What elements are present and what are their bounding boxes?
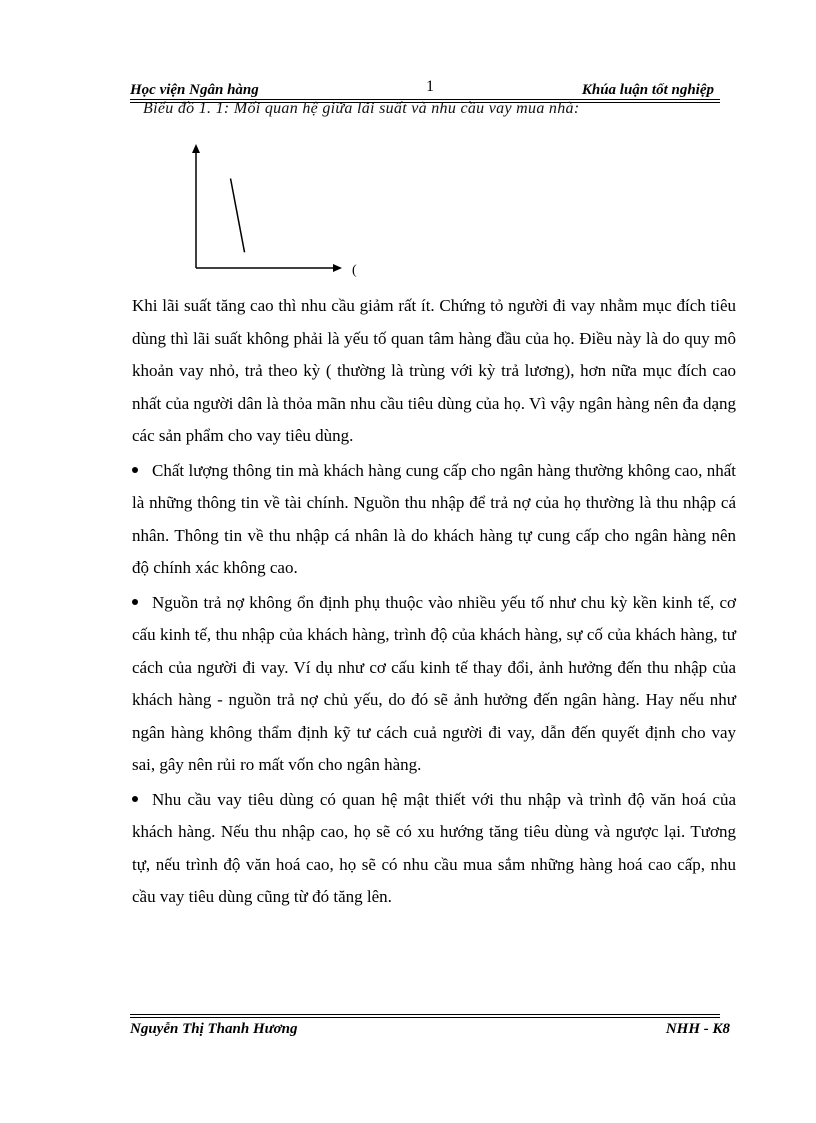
bullet-text-2: Nguồn trả nợ không ổn định phụ thuộc vào nhiều yếu tố như chu kỳ kền kinh tế, cơ cấu kinh tế, thu nhập của khách hàng, trình độ của khách hàng, sự cố của khách hàng, tư cách của người đi vay. Ví dụ như cơ cấu kinh tế thay đổi, ảnh hưởng đến thu nhập của khách hàng - nguồn trả nợ chủ yếu, do đó sẽ ảnh hưởng đến ngân hàng. Hay nếu như ngân hàng không thẩm định kỹ tư cách cuả người đi vay, dẫn đến quyết định cho vay sai, gây nên rủi ro mất vốn cho ngân hàng. — [132, 592, 736, 774]
footer-author: Nguyễn Thị Thanh Hương — [130, 1021, 298, 1037]
footer-rule — [130, 1014, 720, 1015]
footer-class-code: NHH - K8 — [665, 1021, 730, 1037]
footer-rule-double — [130, 1017, 720, 1018]
bullet-item-3 — [132, 784, 736, 914]
bullet-icon — [132, 467, 138, 473]
interest-demand-chart — [180, 138, 370, 278]
x-axis-arrow-icon — [333, 264, 342, 272]
y-axis-arrow-icon — [192, 144, 200, 153]
bullet-item-2 — [132, 587, 736, 782]
bullet-icon — [132, 796, 138, 802]
header-document-type: Khúa luận tốt nghiệp — [581, 82, 714, 98]
paragraph-intro: Khi lãi suất tăng cao thì nhu cầu giảm rất ít. Chứng tỏ người đi vay nhằm mục đích tiêu dùng thì lãi suất không phải là yếu tố quan tâm hàng đầu của họ. Điều này là do quy mô khoản vay nhỏ, trả theo kỳ ( thường là trùng với kỳ trả lương), hơn nữa mục đích cao nhất của người dân là thỏa mãn nhu cầu tiêu dùng của họ. Vì vậy ngân hàng nên đa dạng các sản phẩm cho vay tiêu dùng. — [132, 296, 736, 445]
page-header — [130, 78, 720, 100]
body-text — [132, 290, 736, 914]
bullet-text-3: Nhu cầu vay tiêu dùng có quan hệ mật thiết với thu nhập và trình độ văn hoá của khách hàng. Nếu thu nhập cao, họ sẽ có xu hướng tăng tiêu dùng và ngược lại. Tương tự, nếu trình độ văn hoá cao, họ sẽ có nhu cầu mua sắm những hàng hoá cao cấp, nhu cầu vay tiêu dùng cũng từ đó tăng lên. — [132, 789, 736, 906]
header-institution: Học viện Ngân hàng — [130, 82, 259, 98]
x-axis-label: ( — [352, 263, 357, 278]
demand-curve-line — [231, 178, 245, 252]
bullet-icon — [132, 599, 138, 605]
figure-caption: Biểu đồ 1. 1: Mối quan hệ giữa lãi suất và nhu cầu vay mua nhà: — [143, 100, 580, 117]
bullet-text-1: Chất lượng thông tin mà khách hàng cung cấp cho ngân hàng thường không cao, nhất là những thông tin về tài chính. Nguồn thu nhập để trả nợ của họ thường là thu nhập cá nhân. Thông tin về thu nhập cá nhân là do khách hàng tự cung cấp cho ngân hàng nên độ chính xác không cao. — [132, 460, 736, 577]
bullet-item-1 — [132, 455, 736, 585]
chart-axes — [192, 144, 357, 278]
page-number: 1 — [426, 78, 434, 95]
